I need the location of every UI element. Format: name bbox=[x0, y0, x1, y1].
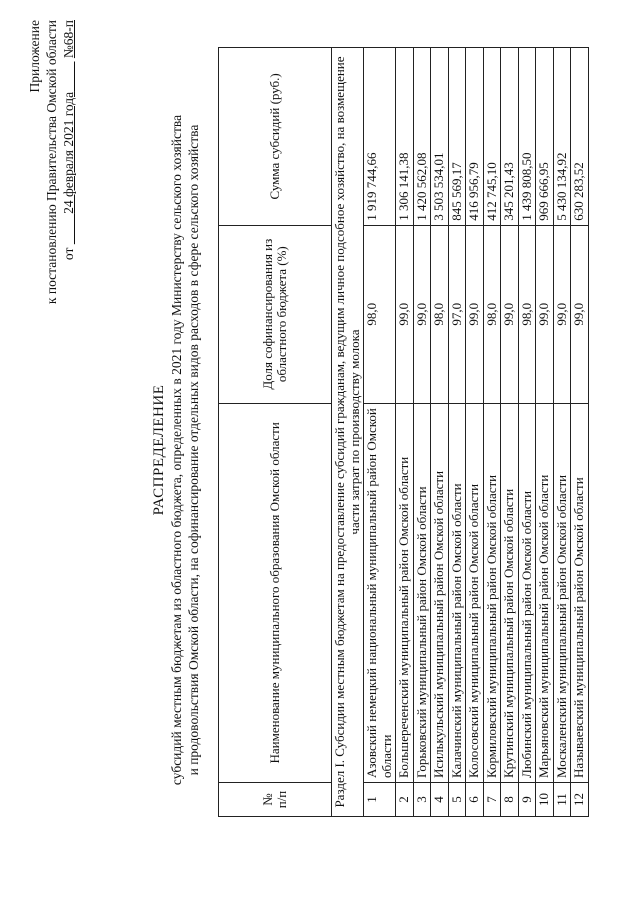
distribution-table bbox=[218, 47, 589, 817]
row-sum: 412 745,10 bbox=[483, 48, 501, 226]
row-name: Исилькульский муниципальный район Омской области bbox=[431, 403, 449, 782]
row-sum: 630 283,52 bbox=[571, 48, 589, 226]
row-sum: 969 666,95 bbox=[536, 48, 554, 226]
table-row bbox=[448, 48, 466, 817]
row-name: Азовский немецкий национальный муниципальный район Омской области bbox=[364, 403, 396, 782]
resolution-number: №68-п bbox=[61, 20, 76, 59]
header-share: Доля софинансирования из областного бюджета (%) bbox=[219, 225, 332, 403]
document-subtitle-line-2: и продовольствия Омской области, на софинансирование отдельных видов расходов в сфере сельского хозяйства bbox=[186, 124, 201, 776]
table-row bbox=[396, 48, 414, 817]
row-no: 2 bbox=[396, 783, 414, 817]
row-share: 97,0 bbox=[448, 225, 466, 403]
appendix-block bbox=[26, 20, 77, 360]
row-no: 4 bbox=[431, 783, 449, 817]
row-share: 99,0 bbox=[396, 225, 414, 403]
table-row bbox=[501, 48, 519, 817]
row-no: 1 bbox=[364, 783, 396, 817]
table-row bbox=[466, 48, 484, 817]
row-no: 8 bbox=[501, 783, 519, 817]
table-row bbox=[413, 48, 431, 817]
table-row bbox=[536, 48, 554, 817]
row-no: 6 bbox=[466, 783, 484, 817]
header-sum: Сумма субсидий (руб.) bbox=[219, 48, 332, 226]
row-no: 9 bbox=[518, 783, 536, 817]
row-name: Калачинский муниципальный район Омской области bbox=[448, 403, 466, 782]
row-no: 12 bbox=[571, 783, 589, 817]
row-no: 5 bbox=[448, 783, 466, 817]
appendix-resolution-line: к постановлению Правительства Омской области bbox=[44, 20, 59, 305]
row-share: 99,0 bbox=[571, 225, 589, 403]
section-1-title: Раздел I. Субсидии местным бюджетам на предоставление субсидий гражданам, ведущим личное подсобное хозяйство, на возмещение части затрат по производству молока bbox=[332, 48, 364, 817]
row-no: 11 bbox=[553, 783, 571, 817]
row-name: Колосовский муниципальный район Омской области bbox=[466, 403, 484, 782]
row-share: 98,0 bbox=[431, 225, 449, 403]
section-row bbox=[332, 48, 364, 817]
row-sum: 1 439 808,50 bbox=[518, 48, 536, 226]
row-no: 10 bbox=[536, 783, 554, 817]
row-share: 98,0 bbox=[364, 225, 396, 403]
row-no: 7 bbox=[483, 783, 501, 817]
row-sum: 5 430 134,92 bbox=[553, 48, 571, 226]
header-no: № п/п bbox=[219, 783, 332, 817]
row-name: Любинский муниципальный район Омской области bbox=[518, 403, 536, 782]
row-name: Крутинский муниципальный район Омской области bbox=[501, 403, 519, 782]
document-title: РАСПРЕДЕЛЕНИЕ bbox=[151, 384, 167, 516]
row-sum: 345 201,43 bbox=[501, 48, 519, 226]
table-header-row bbox=[219, 48, 332, 817]
row-share: 99,0 bbox=[501, 225, 519, 403]
row-name: Марьяновский муниципальный район Омской области bbox=[536, 403, 554, 782]
row-sum: 845 569,17 bbox=[448, 48, 466, 226]
row-no: 3 bbox=[413, 783, 431, 817]
document-subtitle-line-1: субсидий местным бюджетам из областного бюджета, определенных в 2021 году Министерству сельского хозяйства bbox=[169, 114, 184, 786]
row-sum: 3 503 534,01 bbox=[431, 48, 449, 226]
date-prefix: от bbox=[61, 247, 76, 261]
row-sum: 416 956,79 bbox=[466, 48, 484, 226]
row-share: 99,0 bbox=[466, 225, 484, 403]
row-name: Москаленский муниципальный район Омской области bbox=[553, 403, 571, 782]
row-share: 98,0 bbox=[483, 225, 501, 403]
row-name: Кормиловский муниципальный район Омской области bbox=[483, 403, 501, 782]
row-name: Большереченский муниципальный район Омской области bbox=[396, 403, 414, 782]
row-name: Называевский муниципальный район Омской области bbox=[571, 403, 589, 782]
table-row bbox=[518, 48, 536, 817]
row-share: 98,0 bbox=[518, 225, 536, 403]
table-row bbox=[553, 48, 571, 817]
row-sum: 1 306 141,38 bbox=[396, 48, 414, 226]
appendix-date-line bbox=[60, 20, 77, 360]
row-share: 99,0 bbox=[553, 225, 571, 403]
header-name: Наименование муниципального образования Омской области bbox=[219, 403, 332, 782]
table-row bbox=[571, 48, 589, 817]
table-row bbox=[431, 48, 449, 817]
table-row bbox=[364, 48, 396, 817]
table-row bbox=[483, 48, 501, 817]
row-name: Горьковский муниципальный район Омской области bbox=[413, 403, 431, 782]
appendix-label: Приложение bbox=[27, 20, 42, 93]
row-share: 99,0 bbox=[536, 225, 554, 403]
row-sum: 1 420 562,08 bbox=[413, 48, 431, 226]
resolution-date: 24 февраля 2021 года bbox=[61, 91, 76, 214]
row-share: 99,0 bbox=[413, 225, 431, 403]
row-sum: 1 919 744,66 bbox=[364, 48, 396, 226]
title-block bbox=[150, 35, 202, 865]
